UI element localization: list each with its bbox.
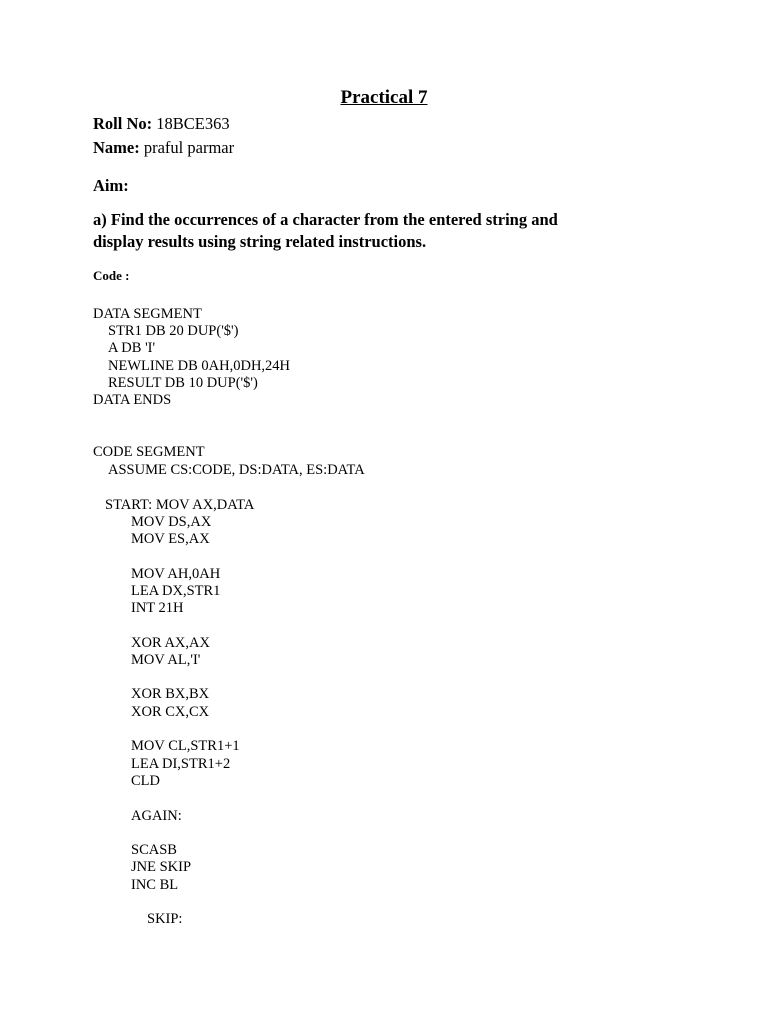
code-line: CODE SEGMENT <box>93 444 205 460</box>
roll-number-line <box>93 114 230 134</box>
code-line: INC BL <box>131 877 179 893</box>
code-line: MOV DS,AX <box>131 514 212 530</box>
code-line: LEA DI,STR1+2 <box>131 756 231 772</box>
roll-value: 18BCE363 <box>156 114 230 133</box>
code-line: JNE SKIP <box>131 859 192 875</box>
code-line: XOR AX,AX <box>131 635 210 651</box>
code-line: MOV ES,AX <box>131 531 210 547</box>
question-line-2: display results using string related instructions. <box>93 232 427 251</box>
code-line: RESULT DB 10 DUP('$') <box>108 375 258 391</box>
code-line: DATA SEGMENT <box>93 306 202 322</box>
name-line <box>93 138 234 158</box>
question-text <box>93 209 653 253</box>
code-line: MOV AH,0AH <box>131 566 221 582</box>
code-line: LEA DX,STR1 <box>131 583 221 599</box>
question-line-1: a) Find the occurrences of a character from the entered string and <box>93 210 558 229</box>
code-line: XOR BX,BX <box>131 686 210 702</box>
code-line: MOV CL,STR1+1 <box>131 738 240 754</box>
code-line: ASSUME CS:CODE, DS:DATA, ES:DATA <box>108 462 365 478</box>
aim-label: Aim: <box>93 176 129 195</box>
name-label: Name: <box>93 138 140 157</box>
page-title: Practical 7 <box>340 87 428 108</box>
code-line: SCASB <box>131 842 177 858</box>
code-line: SKIP: <box>147 911 183 927</box>
code-line: START: MOV AX,DATA <box>105 497 255 513</box>
code-line: AGAIN: <box>131 808 182 824</box>
code-line: CLD <box>131 773 160 789</box>
code-line: MOV AL,'I' <box>131 652 201 668</box>
code-line: XOR CX,CX <box>131 704 210 720</box>
code-line: NEWLINE DB 0AH,0DH,24H <box>108 358 291 374</box>
roll-label: Roll No: <box>93 114 153 133</box>
code-line: A DB 'I' <box>108 340 156 356</box>
code-line: DATA ENDS <box>93 392 172 408</box>
code-line: INT 21H <box>131 600 184 616</box>
code-label: Code : <box>93 268 130 283</box>
code-line: STR1 DB 20 DUP('$') <box>108 323 239 339</box>
name-value: praful parmar <box>143 138 235 157</box>
